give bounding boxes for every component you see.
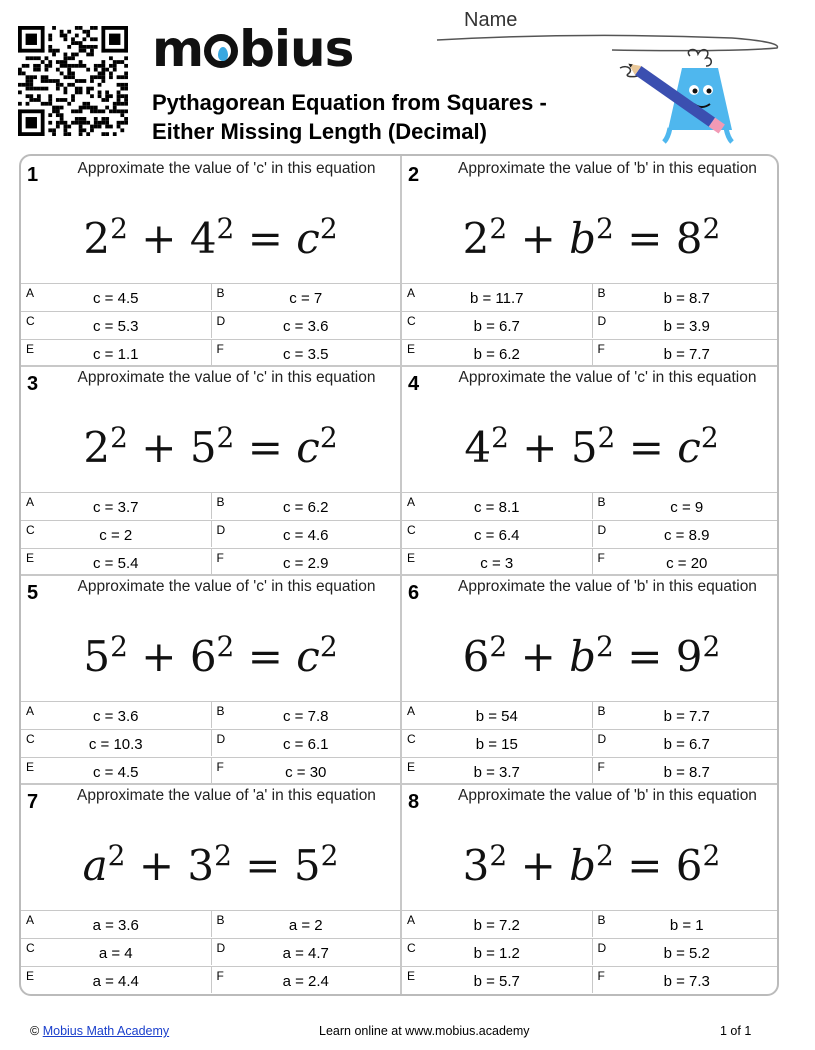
pythagorean-equation	[402, 421, 779, 472]
equation-term-exponent: 2	[597, 421, 616, 454]
option-value: b = 15	[475, 736, 518, 753]
option-letter: B	[216, 495, 225, 509]
title-line-1: Pythagorean Equation from Squares -	[152, 90, 547, 115]
answer-option-d[interactable]	[211, 520, 401, 547]
option-value: b = 6.7	[473, 318, 520, 335]
option-letter: A	[26, 913, 35, 927]
title-line-2: Either Missing Length (Decimal)	[152, 119, 487, 144]
answer-option-a[interactable]	[402, 283, 592, 310]
pythagorean-equation	[402, 630, 779, 681]
problem-grid	[19, 154, 779, 996]
answer-option-b[interactable]	[211, 910, 401, 937]
answer-option-e[interactable]	[21, 548, 211, 575]
option-value: b = 7.7	[663, 346, 710, 363]
equation-term-base: 5	[83, 632, 111, 681]
option-value: c = 1.1	[93, 346, 139, 363]
answer-option-c[interactable]	[21, 729, 211, 756]
answer-option-c[interactable]	[21, 311, 211, 338]
pythagorean-equation	[21, 212, 400, 263]
option-value: c = 8.9	[664, 527, 710, 544]
pythagorean-equation	[402, 212, 779, 263]
qr-code-image	[18, 26, 128, 136]
option-value: c = 8.1	[474, 499, 520, 516]
answer-options	[21, 701, 400, 783]
option-letter: E	[26, 342, 35, 356]
answer-option-d[interactable]	[211, 938, 401, 965]
answer-option-e[interactable]	[402, 548, 592, 575]
option-letter: F	[597, 551, 605, 565]
option-value: b = 5.2	[663, 945, 710, 962]
equation-term-base: 4	[464, 423, 492, 472]
option-value: b = 54	[475, 708, 518, 725]
option-letter: B	[597, 913, 606, 927]
equation-term-exponent: 2	[596, 839, 614, 872]
equals-sign: =	[234, 632, 297, 681]
equation-term-base: 2	[83, 214, 111, 263]
option-value: b = 7.3	[663, 973, 710, 990]
plus-sign: +	[507, 632, 570, 681]
option-letter: A	[407, 495, 416, 509]
answer-option-b[interactable]	[592, 701, 780, 728]
pythagorean-equation	[21, 630, 400, 681]
equation-term-base: c	[677, 423, 701, 472]
option-value: a = 3.6	[92, 917, 139, 934]
answer-option-a[interactable]	[21, 701, 211, 728]
equation-term-exponent: 2	[489, 212, 508, 245]
equation-term-base: c	[296, 214, 320, 263]
option-value: c = 6.1	[283, 736, 329, 753]
option-letter: A	[407, 913, 416, 927]
answer-option-b[interactable]	[592, 910, 780, 937]
option-value: c = 3.6	[283, 318, 329, 335]
equals-sign: =	[615, 423, 678, 472]
equation-term-exponent: 2	[110, 212, 128, 245]
problem-number: 7	[27, 791, 39, 813]
option-value: a = 2.4	[282, 973, 329, 990]
option-value: b = 6.2	[473, 346, 520, 363]
plus-sign: +	[507, 214, 570, 263]
answer-option-d[interactable]	[592, 311, 780, 338]
equation-term-exponent: 2	[319, 421, 338, 454]
answer-option-f[interactable]	[211, 757, 401, 784]
option-value: c = 5.3	[93, 318, 139, 335]
option-letter: D	[597, 732, 607, 746]
option-value: c = 3	[480, 555, 514, 572]
equation-term-base: 6	[189, 632, 217, 681]
answer-option-c[interactable]	[402, 938, 592, 965]
problem-1	[21, 156, 400, 365]
option-letter: D	[216, 732, 226, 746]
problem-prompt: Approximate the value of 'c' in this equation	[77, 160, 376, 177]
option-value: b = 11.7	[469, 290, 524, 307]
option-value: c = 5.4	[93, 555, 139, 572]
problem-2	[402, 156, 779, 365]
equation-term-exponent: 2	[216, 212, 235, 245]
equation-term-base: 3	[187, 841, 215, 890]
option-value: c = 6.4	[474, 527, 520, 544]
answer-option-e[interactable]	[402, 757, 592, 784]
equation-term-base: a	[82, 841, 108, 890]
option-value: a = 4.7	[282, 945, 329, 962]
problem-prompt: Approximate the value of 'a' in this equation	[77, 787, 376, 804]
option-letter: D	[216, 941, 226, 955]
equation-term-base: 2	[462, 214, 490, 263]
option-value: b = 3.9	[663, 318, 710, 335]
name-label: Name	[464, 9, 518, 31]
option-letter: B	[216, 704, 225, 718]
answer-option-f[interactable]	[211, 548, 401, 575]
option-letter: E	[26, 969, 35, 983]
plus-sign: +	[507, 841, 570, 890]
option-letter: F	[597, 760, 605, 774]
answer-option-d[interactable]	[592, 520, 780, 547]
mobius-math-academy-link[interactable]: Mobius Math Academy	[42, 1024, 170, 1038]
equation-term-base: b	[569, 214, 597, 263]
option-letter: F	[216, 760, 224, 774]
answer-option-d[interactable]	[592, 729, 780, 756]
equation-term-exponent: 2	[319, 212, 338, 245]
problem-number: 3	[27, 373, 39, 395]
problem-number: 5	[27, 582, 39, 604]
answer-option-a[interactable]	[402, 701, 592, 728]
answer-option-d[interactable]	[211, 729, 401, 756]
option-letter: E	[407, 342, 416, 356]
equation-term-exponent: 2	[110, 630, 128, 663]
option-letter: A	[407, 286, 416, 300]
equals-sign: =	[613, 632, 676, 681]
answer-option-f[interactable]	[592, 548, 780, 575]
option-letter: D	[216, 523, 226, 537]
answer-option-a[interactable]	[21, 910, 211, 937]
equation-term-exponent: 2	[489, 630, 508, 663]
option-letter: A	[26, 495, 35, 509]
answer-options	[21, 910, 400, 992]
problem-prompt: Approximate the value of 'c' in this equation	[77, 369, 376, 386]
option-letter: C	[26, 732, 35, 746]
equation-term-base: 5	[189, 423, 217, 472]
equation-term-exponent: 2	[319, 630, 338, 663]
option-value: b = 8.7	[663, 764, 710, 781]
equation-term-exponent: 2	[596, 630, 614, 663]
problem-prompt: Approximate the value of 'b' in this equation	[458, 787, 757, 804]
problem-7	[21, 783, 400, 992]
option-value: c = 4.5	[93, 764, 139, 781]
problem-number: 1	[27, 164, 39, 186]
option-value: c = 20	[666, 555, 708, 572]
equation-term-base: 5	[293, 841, 321, 890]
plus-sign: +	[508, 423, 571, 472]
option-value: c = 3.7	[93, 499, 139, 516]
equation-term-exponent: 2	[702, 839, 721, 872]
problem-prompt: Approximate the value of 'b' in this equation	[458, 160, 757, 177]
option-value: a = 2	[288, 917, 323, 934]
answer-options	[402, 283, 779, 365]
option-value: c = 4.6	[283, 527, 329, 544]
option-value: c = 3.6	[93, 708, 139, 725]
option-value: c = 2.9	[283, 555, 329, 572]
answer-option-f[interactable]	[592, 757, 780, 784]
option-letter: A	[407, 704, 416, 718]
option-letter: D	[597, 314, 607, 328]
answer-option-e[interactable]	[21, 966, 211, 993]
option-value: c = 6.2	[283, 499, 329, 516]
equation-term-exponent: 2	[216, 421, 235, 454]
plus-sign: +	[127, 423, 190, 472]
option-letter: F	[216, 342, 224, 356]
option-letter: D	[597, 523, 607, 537]
option-letter: B	[216, 286, 225, 300]
option-letter: F	[216, 969, 224, 983]
equation-term-base: 6	[462, 632, 490, 681]
option-value: b = 7.2	[473, 917, 520, 934]
equation-term-exponent: 2	[702, 212, 721, 245]
problem-prompt: Approximate the value of 'c' in this equation	[77, 578, 376, 595]
answer-option-d[interactable]	[211, 311, 401, 338]
equation-term-base: c	[296, 423, 320, 472]
option-letter: C	[407, 523, 416, 537]
equation-term-base: c	[296, 632, 320, 681]
page-title	[152, 88, 547, 146]
equation-term-exponent: 2	[491, 421, 509, 454]
equation-term-base: 5	[570, 423, 598, 472]
equation-term-exponent: 2	[107, 839, 126, 872]
equation-term-exponent: 2	[214, 839, 232, 872]
answer-option-c[interactable]	[21, 520, 211, 547]
equation-term-exponent: 2	[489, 839, 508, 872]
answer-options	[402, 701, 779, 783]
equation-term-base: 3	[462, 841, 490, 890]
equation-term-exponent: 2	[320, 839, 339, 872]
answer-option-b[interactable]	[211, 283, 401, 310]
option-letter: E	[26, 551, 35, 565]
equation-term-exponent: 2	[702, 630, 721, 663]
answer-options	[21, 492, 400, 574]
equation-term-base: 6	[675, 841, 703, 890]
pythagorean-equation	[402, 839, 779, 890]
answer-option-a[interactable]	[21, 283, 211, 310]
equation-term-base: 8	[675, 214, 703, 263]
option-letter: F	[597, 342, 605, 356]
option-value: a = 4	[98, 945, 133, 962]
answer-option-f[interactable]	[592, 339, 780, 366]
answer-option-c[interactable]	[402, 311, 592, 338]
option-letter: E	[407, 969, 416, 983]
option-value: c = 7	[289, 290, 323, 307]
plus-sign: +	[125, 841, 188, 890]
option-letter: C	[26, 314, 35, 328]
footer-page-number: 1 of 1	[720, 1024, 752, 1038]
problem-prompt: Approximate the value of 'b' in this equation	[458, 578, 757, 595]
option-letter: B	[597, 495, 606, 509]
answer-option-c[interactable]	[21, 938, 211, 965]
answer-option-b[interactable]	[211, 492, 401, 519]
option-letter: E	[26, 760, 35, 774]
equation-term-exponent: 2	[110, 421, 128, 454]
footer-copyright: © Mobius Math Academy	[30, 1024, 170, 1038]
equals-sign: =	[231, 841, 294, 890]
problem-number: 2	[408, 164, 420, 186]
answer-options	[402, 910, 779, 992]
option-value: b = 6.7	[663, 736, 710, 753]
plus-sign: +	[127, 214, 190, 263]
option-value: c = 30	[285, 764, 327, 781]
problem-number: 8	[408, 791, 420, 813]
plus-sign: +	[127, 632, 190, 681]
footer-learn-online: Learn online at www.mobius.academy	[319, 1024, 530, 1038]
equals-sign: =	[613, 841, 676, 890]
answer-options	[21, 283, 400, 365]
problem-4	[402, 365, 779, 574]
option-letter: B	[216, 913, 225, 927]
option-letter: C	[407, 314, 416, 328]
option-value: c = 2	[99, 527, 133, 544]
equation-term-exponent: 2	[700, 421, 719, 454]
answer-option-b[interactable]	[592, 492, 780, 519]
answer-option-a[interactable]	[21, 492, 211, 519]
answer-option-e[interactable]	[21, 757, 211, 784]
answer-option-a[interactable]	[402, 492, 592, 519]
answer-option-d[interactable]	[592, 938, 780, 965]
answer-option-e[interactable]	[402, 339, 592, 366]
option-letter: D	[216, 314, 226, 328]
option-letter: A	[26, 704, 35, 718]
option-letter: D	[597, 941, 607, 955]
option-letter: E	[407, 551, 416, 565]
answer-option-e[interactable]	[402, 966, 592, 993]
equation-term-exponent: 2	[596, 212, 614, 245]
option-letter: B	[597, 286, 606, 300]
answer-option-c[interactable]	[402, 729, 592, 756]
equation-term-base: 9	[675, 632, 703, 681]
equation-term-base: 2	[83, 423, 111, 472]
answer-option-c[interactable]	[402, 520, 592, 547]
option-letter: F	[216, 551, 224, 565]
logo-o-icon	[204, 34, 238, 68]
option-letter: C	[407, 941, 416, 955]
option-value: b = 7.7	[663, 708, 710, 725]
mobius-logo: m bius	[152, 20, 354, 78]
problem-number: 6	[408, 582, 420, 604]
option-value: b = 5.7	[473, 973, 520, 990]
option-value: b = 8.7	[663, 290, 710, 307]
pythagorean-equation	[21, 421, 400, 472]
answer-option-f[interactable]	[211, 339, 401, 366]
option-value: b = 3.7	[473, 764, 520, 781]
problem-5	[21, 574, 400, 783]
equals-sign: =	[613, 214, 676, 263]
pythagorean-equation	[21, 839, 400, 890]
problem-3	[21, 365, 400, 574]
option-letter: F	[597, 969, 605, 983]
equation-term-exponent: 2	[216, 630, 235, 663]
answer-option-a[interactable]	[402, 910, 592, 937]
option-letter: B	[597, 704, 606, 718]
equation-term-base: b	[569, 841, 597, 890]
option-letter: A	[26, 286, 35, 300]
option-value: c = 4.5	[93, 290, 139, 307]
equals-sign: =	[234, 423, 297, 472]
option-letter: C	[26, 523, 35, 537]
problem-number: 4	[408, 373, 420, 395]
answer-options	[402, 492, 779, 574]
option-value: c = 3.5	[283, 346, 329, 363]
problem-6	[402, 574, 779, 783]
problem-prompt: Approximate the value of 'c' in this equation	[458, 369, 757, 386]
option-value: b = 1.2	[473, 945, 520, 962]
mascot-illustration	[610, 48, 750, 148]
equals-sign: =	[234, 214, 297, 263]
option-value: c = 9	[670, 499, 704, 516]
problem-8	[402, 783, 779, 992]
option-value: c = 7.8	[283, 708, 329, 725]
equation-term-base: b	[569, 632, 597, 681]
option-value: b = 1	[669, 917, 704, 934]
option-letter: C	[26, 941, 35, 955]
answer-option-f[interactable]	[592, 966, 780, 993]
option-value: c = 10.3	[88, 736, 143, 753]
answer-option-f[interactable]	[211, 966, 401, 993]
option-value: a = 4.4	[92, 973, 139, 990]
answer-option-b[interactable]	[211, 701, 401, 728]
option-letter: C	[407, 732, 416, 746]
option-letter: E	[407, 760, 416, 774]
answer-option-e[interactable]	[21, 339, 211, 366]
answer-option-b[interactable]	[592, 283, 780, 310]
equation-term-base: 4	[189, 214, 217, 263]
